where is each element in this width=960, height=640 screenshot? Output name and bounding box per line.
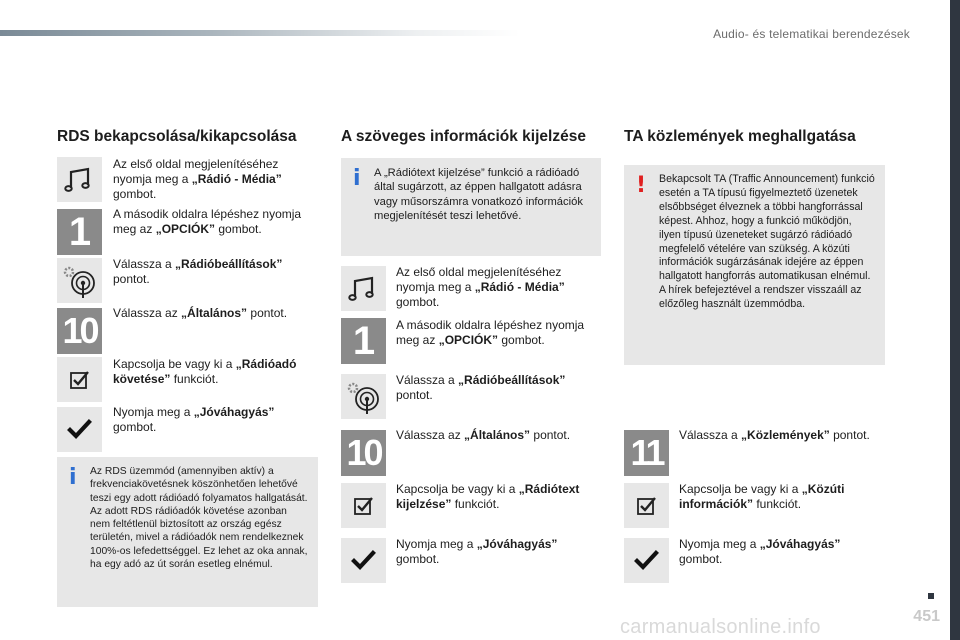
step-number-badge: 11: [624, 430, 669, 476]
page-number: 451: [913, 608, 940, 625]
info-text: Az RDS üzemmód (amennyiben aktív) a frekvenciakövetésnek köszönhetően lehetővé teszi egy adott rádióadó folyamatos hallgatását. Az adott RDS rádióadók követése azonban nem feltétlenül biztosított az ország egész területén, mivel a rádióadók nem rendelkeznek 100%-os lefedettséggel. Ez lehet az oka annak, ha egy adó az út során esetleg elnémul.: [90, 466, 308, 571]
info-note-radiotext: [341, 158, 601, 256]
step-text: Az első oldal megjelenítéséhez nyomja meg a „Rádió - Média” gombot.: [396, 265, 565, 309]
section-title-radiotext: A szöveges információk kijelzése: [341, 128, 586, 145]
checkbox-icon: [624, 483, 669, 528]
section-title-ta: TA közlemények meghallgatása: [624, 128, 856, 145]
step-text: Nyomja meg a „Jóváhagyás” gombot.: [679, 537, 841, 566]
page-marker: [928, 593, 934, 599]
section-title-rds: RDS bekapcsolása/kikapcsolása: [57, 128, 297, 145]
step-text: Nyomja meg a „Jóváhagyás” gombot.: [113, 405, 275, 434]
step-text: Kapcsolja be vagy ki a „Rádiótext kijelzése” funkciót.: [396, 482, 580, 511]
step-text: Válassza a „Közlemények” pontot.: [679, 428, 870, 442]
step-text: Válassza az „Általános” pontot.: [396, 428, 571, 442]
warning-note-ta: [624, 165, 885, 365]
step-number-badge: 1: [341, 318, 386, 364]
confirm-check-icon: [57, 407, 102, 452]
step-text: A második oldalra lépéshez nyomja meg az „OPCIÓK” gombot.: [113, 207, 302, 236]
music-note-icon: [57, 157, 102, 202]
warning-text: Bekapcsolt TA (Traffic Announcement) funkció esetén a TA típusú figyelmeztető üzenetek elsőbbséget élveznek a többi hangforrással képest. Ahhoz, hogy a funkció működjön, ilyen típusú üzeneteket sugárzó rádióadó megfelelő vételére van szükség. A közúti információk sugárzásának idejére az éppen hallgatott hangforrás automatikusan elnémul. A hírek befejeztével a rendszer visszaáll az előzőleg használt üzemmódba.: [659, 173, 875, 311]
radio-settings-icon: [57, 258, 102, 303]
step-text: Válassza az „Általános” pontot.: [113, 306, 288, 320]
step-number-badge: 10: [341, 430, 386, 476]
checkbox-icon: [341, 483, 386, 528]
step-text: Nyomja meg a „Jóváhagyás” gombot.: [396, 537, 558, 566]
info-icon: i: [69, 465, 77, 490]
info-note-rds: [57, 457, 318, 607]
step-text: Kapcsolja be vagy ki a „Közúti információk” funkciót.: [679, 482, 845, 511]
radio-settings-icon: [341, 374, 386, 419]
chapter-title: Audio- és telematikai berendezések: [713, 27, 910, 41]
confirm-check-icon: [624, 538, 669, 583]
step-text: Válassza a „Rádióbeállítások” pontot.: [113, 257, 283, 286]
page-edge-strip: [950, 0, 960, 640]
info-text: A „Rádiótext kijelzése” funkció a rádióadó által sugárzott, az éppen hallgatott adásra vagy műsorszámra vonatkozó információk megjelenítését teszi lehetővé.: [374, 167, 583, 223]
step-text: Az első oldal megjelenítéséhez nyomja meg a „Rádió - Média” gombot.: [113, 157, 282, 201]
step-text: Válassza a „Rádióbeállítások” pontot.: [396, 373, 566, 402]
warning-icon: !: [636, 173, 647, 198]
step-text: A második oldalra lépéshez nyomja meg az „OPCIÓK” gombot.: [396, 318, 585, 347]
step-text: Kapcsolja be vagy ki a „Rádióadó követése” funkciót.: [113, 357, 297, 386]
watermark: carmanualsonline.info: [620, 616, 821, 638]
checkbox-icon: [57, 357, 102, 402]
step-number-badge: 1: [57, 209, 102, 255]
info-icon: i: [353, 166, 361, 191]
step-number-badge: 10: [57, 308, 102, 354]
header-rule: [0, 30, 520, 36]
confirm-check-icon: [341, 538, 386, 583]
music-note-icon: [341, 266, 386, 311]
